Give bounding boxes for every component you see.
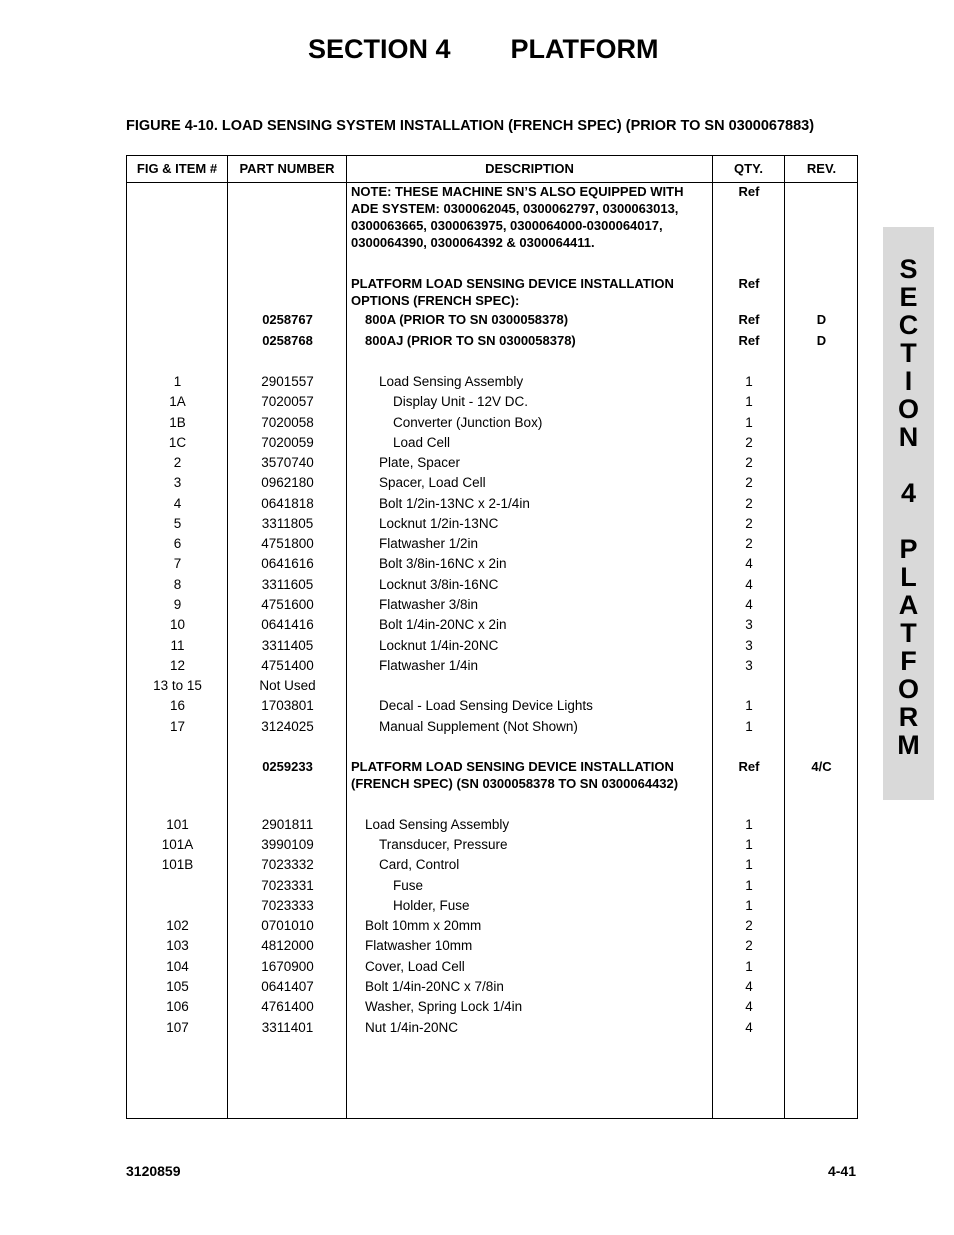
qty-cell: Ref [738, 184, 760, 199]
qty-cell: 1 [745, 878, 753, 893]
description-cell: NOTE: THESE MACHINE SN’S ALSO EQUIPPED WITH ADE SYSTEM: 0300062045, 0300062797, 0300063013, 0300063665, 0300063975, 0300064000-0300064017, 0300064390, 0300064392 & 0300064411. [351, 184, 684, 250]
description-cell: Flatwasher 3/8in [379, 597, 479, 612]
description-cell: Load Cell [393, 435, 451, 450]
qty-cell: Ref [738, 759, 760, 774]
fig-item-cell: 1 [173, 374, 182, 389]
side-tab-letter: M [897, 730, 920, 760]
description-cell: 800AJ (PRIOR TO SN 0300058378) [365, 333, 576, 348]
part-number-cell: 2901811 [261, 817, 314, 832]
side-tab-letter: F [900, 646, 917, 676]
rev-cell: D [816, 333, 827, 348]
description-cell: Card, Control [379, 857, 460, 872]
description-cell: 800A (PRIOR TO SN 0300058378) [365, 312, 569, 327]
qty-cell: 4 [745, 597, 753, 612]
page-number: 4-41 [827, 1163, 856, 1179]
part-number-cell: 3311805 [261, 516, 314, 531]
description-cell: Bolt 3/8in-16NC x 2in [379, 556, 507, 571]
rev-cell: 4/C [811, 759, 832, 774]
part-number-cell: 4761400 [261, 999, 314, 1014]
qty-cell: 1 [745, 898, 753, 913]
fig-item-cell: 4 [173, 496, 182, 511]
fig-item-cell: 103 [166, 938, 189, 953]
description-cell: Converter (Junction Box) [393, 415, 543, 430]
qty-cell: 4 [745, 979, 753, 994]
section-header [308, 34, 659, 65]
fig-item-cell: 7 [173, 556, 182, 571]
part-number-cell: 0641818 [261, 496, 314, 511]
qty-cell: 1 [745, 959, 753, 974]
fig-item-cell: 10 [169, 617, 186, 632]
qty-cell: 2 [745, 455, 753, 470]
side-tab-letter: T [900, 338, 917, 368]
part-number-cell: 7023333 [261, 898, 314, 913]
fig-item-cell: 6 [173, 536, 182, 551]
figure-title: FIGURE 4-10. LOAD SENSING SYSTEM INSTALLATION (FRENCH SPEC) (PRIOR TO SN 0300067883) [126, 118, 815, 134]
qty-cell: 2 [745, 536, 753, 551]
qty-cell: 4 [745, 577, 753, 592]
description-cell: Nut 1/4in-20NC [365, 1020, 459, 1035]
qty-cell: 3 [745, 617, 753, 632]
qty-cell: 2 [745, 475, 753, 490]
part-number-cell: 4751400 [261, 658, 314, 673]
description-cell: Bolt 1/4in-20NC x 7/8in [365, 979, 504, 994]
part-number-cell: 7023331 [261, 878, 314, 893]
part-number-cell: 3311605 [261, 577, 314, 592]
qty-cell: 1 [745, 837, 753, 852]
description-cell: Decal - Load Sensing Device Lights [379, 698, 593, 713]
fig-item-cell: 106 [166, 999, 189, 1014]
part-number-cell: 3990109 [261, 837, 314, 852]
column-header-qty: QTY. [734, 161, 763, 176]
section-number: SECTION 4 [308, 34, 451, 64]
part-number-cell: 7020057 [261, 394, 314, 409]
description-cell: Load Sensing Assembly [379, 374, 524, 389]
part-number-cell: Not Used [259, 678, 316, 693]
description-cell: Locknut 1/2in-13NC [379, 516, 499, 531]
description-cell: Flatwasher 1/2in [379, 536, 479, 551]
side-tab-letter: L [900, 562, 917, 592]
description-cell: Plate, Spacer [379, 455, 461, 470]
qty-cell: 1 [745, 415, 753, 430]
side-tab-letter: P [899, 534, 918, 564]
qty-cell: 2 [745, 496, 753, 511]
description-cell: Cover, Load Cell [365, 959, 465, 974]
fig-item-cell: 16 [169, 698, 186, 713]
qty-cell: 4 [745, 556, 753, 571]
description-cell: Locknut 3/8in-16NC [379, 577, 499, 592]
description-cell: Washer, Spring Lock 1/4in [365, 999, 523, 1014]
description-cell: Flatwasher 1/4in [379, 658, 479, 673]
fig-item-cell: 5 [173, 516, 182, 531]
description-cell: Spacer, Load Cell [379, 475, 486, 490]
rev-cell: D [816, 312, 827, 327]
side-tab-letter: C [898, 310, 919, 340]
part-number-cell: 0259233 [262, 759, 313, 774]
section-side-tab [883, 227, 934, 800]
column-header-rev: REV. [806, 161, 837, 176]
fig-item-cell: 104 [166, 959, 189, 974]
part-number-cell: 3570740 [261, 455, 314, 470]
part-number-cell: 2901557 [261, 374, 314, 389]
side-tab-letter: R [898, 702, 919, 732]
fig-item-cell: 101B [161, 857, 194, 872]
side-tab-letter: E [899, 282, 918, 312]
fig-item-cell: 1B [169, 415, 186, 430]
part-number-cell: 4812000 [261, 938, 314, 953]
qty-cell: 4 [745, 999, 753, 1014]
description-cell: PLATFORM LOAD SENSING DEVICE INSTALLATION (FRENCH SPEC) (SN 0300058378 TO SN 0300064432) [351, 759, 679, 791]
qty-cell: 1 [745, 719, 753, 734]
description-cell: Transducer, Pressure [379, 837, 508, 852]
fig-item-cell: 9 [173, 597, 182, 612]
part-number-cell: 0641616 [261, 556, 314, 571]
qty-cell: 1 [745, 698, 753, 713]
document-number: 3120859 [126, 1163, 181, 1179]
description-cell: Locknut 1/4in-20NC [379, 638, 499, 653]
section-title: PLATFORM [510, 34, 659, 64]
qty-cell: Ref [738, 333, 760, 348]
qty-cell: 3 [745, 658, 753, 673]
side-tab-letter: T [900, 618, 917, 648]
fig-item-cell: 8 [173, 577, 182, 592]
fig-item-cell: 12 [169, 658, 186, 673]
qty-cell: 1 [745, 374, 753, 389]
description-cell: Load Sensing Assembly [365, 817, 510, 832]
part-number-cell: 1703801 [261, 698, 314, 713]
column-header-part: PART NUMBER [239, 161, 335, 176]
qty-cell: 2 [745, 516, 753, 531]
qty-cell: 2 [745, 918, 753, 933]
fig-item-cell: 107 [166, 1020, 189, 1035]
description-cell: Fuse [393, 878, 424, 893]
part-number-cell: 1670900 [261, 959, 314, 974]
fig-item-cell: 1C [168, 435, 187, 450]
part-number-cell: 7020058 [261, 415, 314, 430]
side-tab-letter: O [897, 394, 919, 424]
description-cell: Holder, Fuse [393, 898, 470, 913]
part-number-cell: 3124025 [261, 719, 314, 734]
description-cell: Display Unit - 12V DC. [393, 394, 529, 409]
parts-table [126, 155, 858, 1119]
part-number-cell: 7023332 [261, 857, 314, 872]
side-tab-letter: N [898, 422, 919, 452]
part-number-cell: 0258767 [262, 312, 313, 327]
fig-item-cell: 2 [173, 455, 182, 470]
part-number-cell: 7020059 [261, 435, 314, 450]
column-header-description: DESCRIPTION [485, 161, 574, 176]
side-tab-letter: A [898, 590, 919, 620]
fig-item-cell: 101 [166, 817, 189, 832]
description-cell: Flatwasher 10mm [365, 938, 473, 953]
qty-cell: 1 [745, 394, 753, 409]
part-number-cell: 0641416 [261, 617, 314, 632]
qty-cell: 3 [745, 638, 753, 653]
part-number-cell: 0701010 [261, 918, 314, 933]
qty-cell: 1 [745, 817, 753, 832]
fig-item-cell: 102 [166, 918, 189, 933]
fig-item-cell: 3 [173, 475, 182, 490]
fig-item-cell: 101A [161, 837, 194, 852]
part-number-cell: 3311401 [261, 1020, 314, 1035]
qty-cell: Ref [738, 276, 760, 291]
fig-item-cell: 1A [169, 394, 186, 409]
part-number-cell: 3311405 [261, 638, 314, 653]
description-cell: Bolt 1/2in-13NC x 2-1/4in [379, 496, 530, 511]
part-number-cell: 4751800 [261, 536, 314, 551]
side-tab-letter: I [904, 366, 913, 396]
description-cell: Bolt 10mm x 20mm [365, 918, 482, 933]
side-tab-letter: S [899, 254, 918, 284]
fig-item-cell: 13 to 15 [153, 678, 202, 693]
description-cell: Bolt 1/4in-20NC x 2in [379, 617, 507, 632]
description-cell: Manual Supplement (Not Shown) [379, 719, 578, 734]
fig-item-cell: 105 [166, 979, 189, 994]
qty-cell: 1 [745, 857, 753, 872]
fig-item-cell: 17 [169, 719, 186, 734]
description-cell: PLATFORM LOAD SENSING DEVICE INSTALLATION OPTIONS (FRENCH SPEC): [351, 276, 674, 308]
qty-cell: 2 [745, 938, 753, 953]
side-tab-letter: 4 [900, 478, 917, 508]
part-number-cell: 0641407 [261, 979, 314, 994]
fig-item-cell: 11 [170, 638, 185, 653]
qty-cell: 2 [745, 435, 753, 450]
side-tab-letter: O [897, 674, 919, 704]
part-number-cell: 0258768 [262, 333, 313, 348]
part-number-cell: 4751600 [261, 597, 314, 612]
qty-cell: Ref [738, 312, 760, 327]
column-header-fig: FIG & ITEM # [136, 161, 218, 176]
part-number-cell: 0962180 [261, 475, 314, 490]
qty-cell: 4 [745, 1020, 753, 1035]
